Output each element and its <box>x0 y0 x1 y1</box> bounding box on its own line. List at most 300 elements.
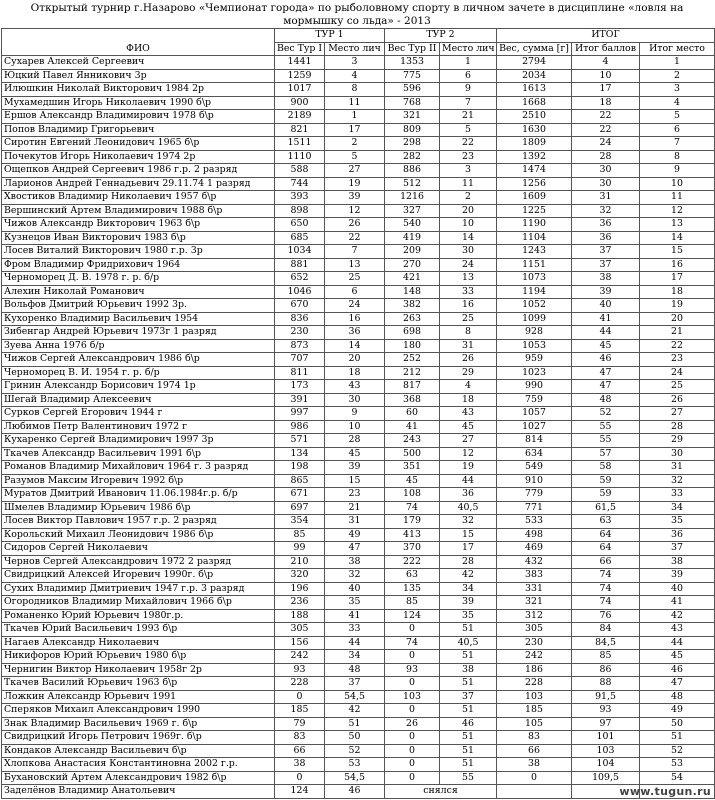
participant-name: Черноморец Д. В. 1978 г. р. б/р <box>2 272 275 286</box>
weight-tour2: 124 <box>385 609 440 623</box>
weight-sum: 321 <box>497 596 572 610</box>
total-place: 17 <box>640 272 715 286</box>
total-score: 93 <box>572 704 640 718</box>
total-place: 39 <box>640 569 715 583</box>
weight-sum: 331 <box>497 582 572 596</box>
participant-name: Шегай Владимир Алексеевич <box>2 393 275 407</box>
table-row <box>2 164 715 178</box>
total-place: 33 <box>640 488 715 502</box>
weight-sum: 1023 <box>497 366 572 380</box>
participant-name: Сурков Сергей Егорович 1944 г <box>2 407 275 421</box>
total-place: 26 <box>640 393 715 407</box>
weight-tour2: 500 <box>385 447 440 461</box>
total-place: 27 <box>640 407 715 421</box>
total-place: 13 <box>640 218 715 232</box>
place-tour2: 2 <box>440 191 497 205</box>
table-row <box>2 231 715 245</box>
table-row <box>2 110 715 124</box>
total-place: 21 <box>640 326 715 340</box>
weight-tour2: 212 <box>385 366 440 380</box>
weight-tour2: 817 <box>385 380 440 394</box>
total-score: 18 <box>572 96 640 110</box>
weight-tour2: 179 <box>385 515 440 529</box>
participant-name: Хлопкова Анастасия Константиновна 2002 г.р. <box>2 758 275 772</box>
participant-name: Фром Владимир Фридрихович 1964 <box>2 258 275 272</box>
weight-tour2: 596 <box>385 83 440 97</box>
place-tour1: 21 <box>325 501 385 515</box>
total-place: 5 <box>640 110 715 124</box>
total-score: 63 <box>572 515 640 529</box>
header-total: ИТОГ <box>497 29 715 43</box>
place-tour1: 52 <box>325 744 385 758</box>
place-tour1: 22 <box>325 231 385 245</box>
weight-sum: 185 <box>497 704 572 718</box>
weight-tour2: 0 <box>385 771 440 785</box>
participant-name: Заделёнов Владимир Анатольевич <box>2 785 275 799</box>
place-tour1: 17 <box>325 123 385 137</box>
participant-name: Сперяков Михаил Александрович 1990 <box>2 704 275 718</box>
total-score: 39 <box>572 285 640 299</box>
table-row <box>2 69 715 83</box>
total-score: 38 <box>572 272 640 286</box>
table-row <box>2 609 715 623</box>
table-row <box>2 542 715 556</box>
weight-sum: 2510 <box>497 110 572 124</box>
place-tour1: 23 <box>325 488 385 502</box>
total-score: 28 <box>572 150 640 164</box>
place-tour2: 7 <box>440 96 497 110</box>
weight-tour1: 196 <box>275 582 325 596</box>
participant-name: Любимов Петр Валентинович 1972 г <box>2 420 275 434</box>
total-place: 29 <box>640 434 715 448</box>
place-tour1: 12 <box>325 204 385 218</box>
weight-sum: 1052 <box>497 299 572 313</box>
place-tour1: 47 <box>325 542 385 556</box>
weight-sum: 771 <box>497 501 572 515</box>
total-score: 101 <box>572 731 640 745</box>
withdrawn-note: снялся <box>385 785 497 799</box>
table-row <box>2 204 715 218</box>
total-place: 54 <box>640 771 715 785</box>
weight-sum: 83 <box>497 731 572 745</box>
table-row <box>2 758 715 772</box>
total-score: 97 <box>572 717 640 731</box>
place-tour1: 42 <box>325 704 385 718</box>
weight-tour2: 0 <box>385 704 440 718</box>
weight-tour2: 60 <box>385 407 440 421</box>
weight-sum: 242 <box>497 650 572 664</box>
total-score: 84,5 <box>572 636 640 650</box>
total-score: 30 <box>572 177 640 191</box>
table-row <box>2 83 715 97</box>
total-score: 30 <box>572 164 640 178</box>
participant-name: Шмелев Владимир Юрьевич 1986 б\р <box>2 501 275 515</box>
header-tour2: ТУР 2 <box>385 29 497 43</box>
place-tour1: 24 <box>325 299 385 313</box>
place-tour1: 1 <box>325 110 385 124</box>
place-tour2: 51 <box>440 758 497 772</box>
weight-tour1: 707 <box>275 353 325 367</box>
total-place: 49 <box>640 704 715 718</box>
total-place: 16 <box>640 258 715 272</box>
weight-tour1: 0 <box>275 690 325 704</box>
table-row <box>2 258 715 272</box>
total-score: 47 <box>572 366 640 380</box>
total-place: 47 <box>640 677 715 691</box>
participant-name: Лосев Виталий Викторович 1980 г.р. 3р <box>2 245 275 259</box>
place-tour2: 17 <box>440 542 497 556</box>
place-tour1: 11 <box>325 96 385 110</box>
participant-name: Зуева Анна 1976 б/р <box>2 339 275 353</box>
place-tour1: 8 <box>325 83 385 97</box>
weight-tour2: 63 <box>385 569 440 583</box>
participant-name: Чижов Александр Викторович 1963 б\р <box>2 218 275 232</box>
table-row <box>2 191 715 205</box>
weight-sum: 1027 <box>497 420 572 434</box>
weight-tour1: 210 <box>275 555 325 569</box>
place-tour2: 43 <box>440 407 497 421</box>
participant-name: Муратов Дмитрий Иванович 11.06.1984г.р. б/р <box>2 488 275 502</box>
place-tour2: 42 <box>440 569 497 583</box>
weight-tour1: 236 <box>275 596 325 610</box>
weight-sum: 228 <box>497 677 572 691</box>
total-score: 45 <box>572 339 640 353</box>
place-tour2: 19 <box>440 461 497 475</box>
place-tour2: 29 <box>440 366 497 380</box>
table-row <box>2 636 715 650</box>
weight-tour2: 382 <box>385 299 440 313</box>
participant-name: Знак Владимир Васильевич 1969 г. б\р <box>2 717 275 731</box>
place-tour1: 37 <box>325 677 385 691</box>
place-tour1: 20 <box>325 353 385 367</box>
total-place: 3 <box>640 83 715 97</box>
table-row <box>2 785 715 799</box>
weight-sum: 312 <box>497 609 572 623</box>
total-score: 46 <box>572 353 640 367</box>
table-row <box>2 218 715 232</box>
table-row <box>2 420 715 434</box>
weight-sum <box>497 785 572 799</box>
total-score: 76 <box>572 609 640 623</box>
total-score: 22 <box>572 123 640 137</box>
place-tour1: 35 <box>325 596 385 610</box>
place-tour1: 53 <box>325 758 385 772</box>
table-row <box>2 771 715 785</box>
weight-tour1: 1034 <box>275 245 325 259</box>
total-score: 41 <box>572 312 640 326</box>
table-row <box>2 731 715 745</box>
participant-name: Сухих Владимир Дмитриевич 1947 г.р. 3 разряд <box>2 582 275 596</box>
table-row <box>2 677 715 691</box>
weight-tour1: 391 <box>275 393 325 407</box>
total-score: 36 <box>572 231 640 245</box>
total-place: 46 <box>640 663 715 677</box>
weight-tour1: 354 <box>275 515 325 529</box>
weight-sum: 549 <box>497 461 572 475</box>
weight-sum: 1243 <box>497 245 572 259</box>
total-score: 44 <box>572 326 640 340</box>
place-tour1: 40 <box>325 582 385 596</box>
weight-tour1: 188 <box>275 609 325 623</box>
place-tour1: 16 <box>325 312 385 326</box>
participant-name: Свидрицкий Игорь Петрович 1969г. б\р <box>2 731 275 745</box>
weight-tour2: 282 <box>385 150 440 164</box>
weight-tour2: 74 <box>385 501 440 515</box>
weight-tour2: 45 <box>385 474 440 488</box>
weight-tour1: 986 <box>275 420 325 434</box>
participant-name: Свидрицкий Алексей Игоревич 1990г. б\р <box>2 569 275 583</box>
table-row <box>2 704 715 718</box>
header-total-score: Итог баллов <box>572 42 640 56</box>
place-tour1: 2 <box>325 137 385 151</box>
place-tour1: 25 <box>325 272 385 286</box>
total-score: 74 <box>572 569 640 583</box>
place-tour2: 16 <box>440 299 497 313</box>
weight-tour1: 320 <box>275 569 325 583</box>
table-row <box>2 515 715 529</box>
weight-tour1: 670 <box>275 299 325 313</box>
total-place: 45 <box>640 650 715 664</box>
weight-tour1: 1511 <box>275 137 325 151</box>
weight-sum: 959 <box>497 353 572 367</box>
weight-tour2: 270 <box>385 258 440 272</box>
weight-sum: 103 <box>497 690 572 704</box>
weight-tour2: 85 <box>385 596 440 610</box>
weight-tour1: 134 <box>275 447 325 461</box>
place-tour1: 39 <box>325 461 385 475</box>
place-tour1: 54,5 <box>325 771 385 785</box>
weight-sum: 1225 <box>497 204 572 218</box>
table-row <box>2 380 715 394</box>
total-place: 19 <box>640 299 715 313</box>
place-tour1: 13 <box>325 258 385 272</box>
place-tour2: 26 <box>440 353 497 367</box>
weight-sum: 1190 <box>497 218 572 232</box>
weight-tour1: 900 <box>275 96 325 110</box>
weight-tour1: 873 <box>275 339 325 353</box>
place-tour1: 18 <box>325 366 385 380</box>
place-tour1: 41 <box>325 609 385 623</box>
weight-tour2: 93 <box>385 663 440 677</box>
weight-sum: 779 <box>497 488 572 502</box>
place-tour2: 36 <box>440 488 497 502</box>
table-row <box>2 474 715 488</box>
weight-sum: 990 <box>497 380 572 394</box>
weight-tour1: 836 <box>275 312 325 326</box>
table-row <box>2 137 715 151</box>
place-tour1: 54,5 <box>325 690 385 704</box>
participant-name: Сухарев Алексей Сергеевич <box>2 56 275 70</box>
weight-tour2: 74 <box>385 636 440 650</box>
participant-name: Лосев Виктор Павлович 1957 г.р. 2 разряд <box>2 515 275 529</box>
table-row <box>2 501 715 515</box>
participant-name: Гринин Александр Борисович 1974 1р <box>2 380 275 394</box>
participant-name: Ткачев Василий Юрьевич 1963 б\р <box>2 677 275 691</box>
table-row <box>2 528 715 542</box>
participant-name: Романенко Юрий Юрьевич 1980г.р. <box>2 609 275 623</box>
weight-tour2: 41 <box>385 420 440 434</box>
total-place: 24 <box>640 366 715 380</box>
weight-tour1: 0 <box>275 771 325 785</box>
weight-sum: 634 <box>497 447 572 461</box>
header-fio: ФИО <box>2 29 275 56</box>
place-tour2: 12 <box>440 447 497 461</box>
total-place: 22 <box>640 339 715 353</box>
weight-tour2: 180 <box>385 339 440 353</box>
weight-tour1: 744 <box>275 177 325 191</box>
weight-sum: 1194 <box>497 285 572 299</box>
weight-tour2: 775 <box>385 69 440 83</box>
weight-tour2: 0 <box>385 744 440 758</box>
total-place: 15 <box>640 245 715 259</box>
weight-sum: 1256 <box>497 177 572 191</box>
results-table <box>1 28 715 799</box>
weight-tour1: 1259 <box>275 69 325 83</box>
table-row <box>2 353 715 367</box>
weight-sum: 1104 <box>497 231 572 245</box>
header-tour1: ТУР 1 <box>275 29 385 43</box>
place-tour2: 51 <box>440 704 497 718</box>
participant-name: Никифоров Юрий Юрьевич 1980 б\р <box>2 650 275 664</box>
table-row <box>2 650 715 664</box>
weight-tour2: 243 <box>385 434 440 448</box>
weight-tour1: 1017 <box>275 83 325 97</box>
weight-sum: 928 <box>497 326 572 340</box>
total-place: 34 <box>640 501 715 515</box>
weight-tour1: 83 <box>275 731 325 745</box>
participant-name: Разумов Максим Игоревич 1992 б\р <box>2 474 275 488</box>
place-tour2: 21 <box>440 110 497 124</box>
total-score: 64 <box>572 542 640 556</box>
header-weight-tour2: Вес Тур II <box>385 42 440 56</box>
table-row <box>2 461 715 475</box>
weight-sum: 1099 <box>497 312 572 326</box>
weight-sum: 1630 <box>497 123 572 137</box>
weight-tour1: 156 <box>275 636 325 650</box>
place-tour1: 6 <box>325 285 385 299</box>
weight-sum: 2034 <box>497 69 572 83</box>
weight-sum: 38 <box>497 758 572 772</box>
place-tour2: 27 <box>440 434 497 448</box>
participant-name: Сидоров Сергей Николаевич <box>2 542 275 556</box>
weight-sum: 814 <box>497 434 572 448</box>
weight-tour2: 413 <box>385 528 440 542</box>
weight-tour2: 0 <box>385 731 440 745</box>
participant-name: Кондаков Александр Васильевич б\р <box>2 744 275 758</box>
total-score: 59 <box>572 474 640 488</box>
table-row <box>2 717 715 731</box>
table-row <box>2 582 715 596</box>
weight-tour1: 66 <box>275 744 325 758</box>
participant-name: Черноморец В. И. 1954 г. р. б/р <box>2 366 275 380</box>
participant-name: Ершов Александр Владимирович 1978 б\р <box>2 110 275 124</box>
total-score: 37 <box>572 258 640 272</box>
weight-tour1: 85 <box>275 528 325 542</box>
weight-tour1: 185 <box>275 704 325 718</box>
total-score: 103 <box>572 744 640 758</box>
table-row <box>2 569 715 583</box>
place-tour2: 39 <box>440 596 497 610</box>
weight-sum: 2794 <box>497 56 572 70</box>
weight-tour1: 685 <box>275 231 325 245</box>
place-tour1: 14 <box>325 339 385 353</box>
weight-tour1: 997 <box>275 407 325 421</box>
total-place: 43 <box>640 623 715 637</box>
total-place: 28 <box>640 420 715 434</box>
total-score: 40 <box>572 299 640 313</box>
total-place: 40 <box>640 582 715 596</box>
total-place: 18 <box>640 285 715 299</box>
total-score: 104 <box>572 758 640 772</box>
place-tour1: 34 <box>325 650 385 664</box>
place-tour1: 27 <box>325 164 385 178</box>
place-tour2: 9 <box>440 83 497 97</box>
weight-tour2: 26 <box>385 717 440 731</box>
total-place: 36 <box>640 528 715 542</box>
weight-tour1: 305 <box>275 623 325 637</box>
total-place: 44 <box>640 636 715 650</box>
place-tour2: 18 <box>440 393 497 407</box>
weight-tour2: 222 <box>385 555 440 569</box>
header-weight-tour1: Вес Тур I <box>275 42 325 56</box>
participant-name: Бухановский Артем Александрович 1982 б\р <box>2 771 275 785</box>
results-body <box>2 56 715 799</box>
participant-name: Корольский Михаил Леонидович 1986 б\р <box>2 528 275 542</box>
total-score: 4 <box>572 56 640 70</box>
weight-tour2: 421 <box>385 272 440 286</box>
participant-name: Сиротин Евгений Леонидович 1965 б\р <box>2 137 275 151</box>
total-score: 36 <box>572 218 640 232</box>
total-place: 2 <box>640 69 715 83</box>
total-score: 66 <box>572 555 640 569</box>
place-tour2: 15 <box>440 528 497 542</box>
total-score: 24 <box>572 137 640 151</box>
table-row <box>2 434 715 448</box>
weight-tour2: 1353 <box>385 56 440 70</box>
weight-sum: 1151 <box>497 258 572 272</box>
place-tour2: 51 <box>440 677 497 691</box>
place-tour2: 11 <box>440 177 497 191</box>
weight-tour1: 652 <box>275 272 325 286</box>
weight-tour1: 2189 <box>275 110 325 124</box>
weight-tour2: 209 <box>385 245 440 259</box>
total-place: 8 <box>640 150 715 164</box>
participant-name: Зибенгар Андрей Юрьевич 1973г 1 разряд <box>2 326 275 340</box>
place-tour1: 7 <box>325 245 385 259</box>
weight-tour1: 38 <box>275 758 325 772</box>
place-tour1: 26 <box>325 218 385 232</box>
place-tour1: 10 <box>325 420 385 434</box>
weight-tour2: 698 <box>385 326 440 340</box>
total-place: 48 <box>640 690 715 704</box>
weight-sum: 383 <box>497 569 572 583</box>
weight-sum: 1053 <box>497 339 572 353</box>
total-place: 30 <box>640 447 715 461</box>
place-tour1: 50 <box>325 731 385 745</box>
place-tour2: 32 <box>440 515 497 529</box>
weight-sum: 1392 <box>497 150 572 164</box>
participant-name: Огородников Владимир Михайлович 1966 б\р <box>2 596 275 610</box>
weight-tour1: 228 <box>275 677 325 691</box>
weight-sum: 759 <box>497 393 572 407</box>
weight-tour2: 768 <box>385 96 440 110</box>
place-tour2: 25 <box>440 312 497 326</box>
weight-sum: 105 <box>497 717 572 731</box>
weight-sum: 1057 <box>497 407 572 421</box>
participant-name: Ларионов Андрей Геннадьевич 29.11.74 1 разряд <box>2 177 275 191</box>
total-score: 61,5 <box>572 501 640 515</box>
place-tour2: 20 <box>440 204 497 218</box>
